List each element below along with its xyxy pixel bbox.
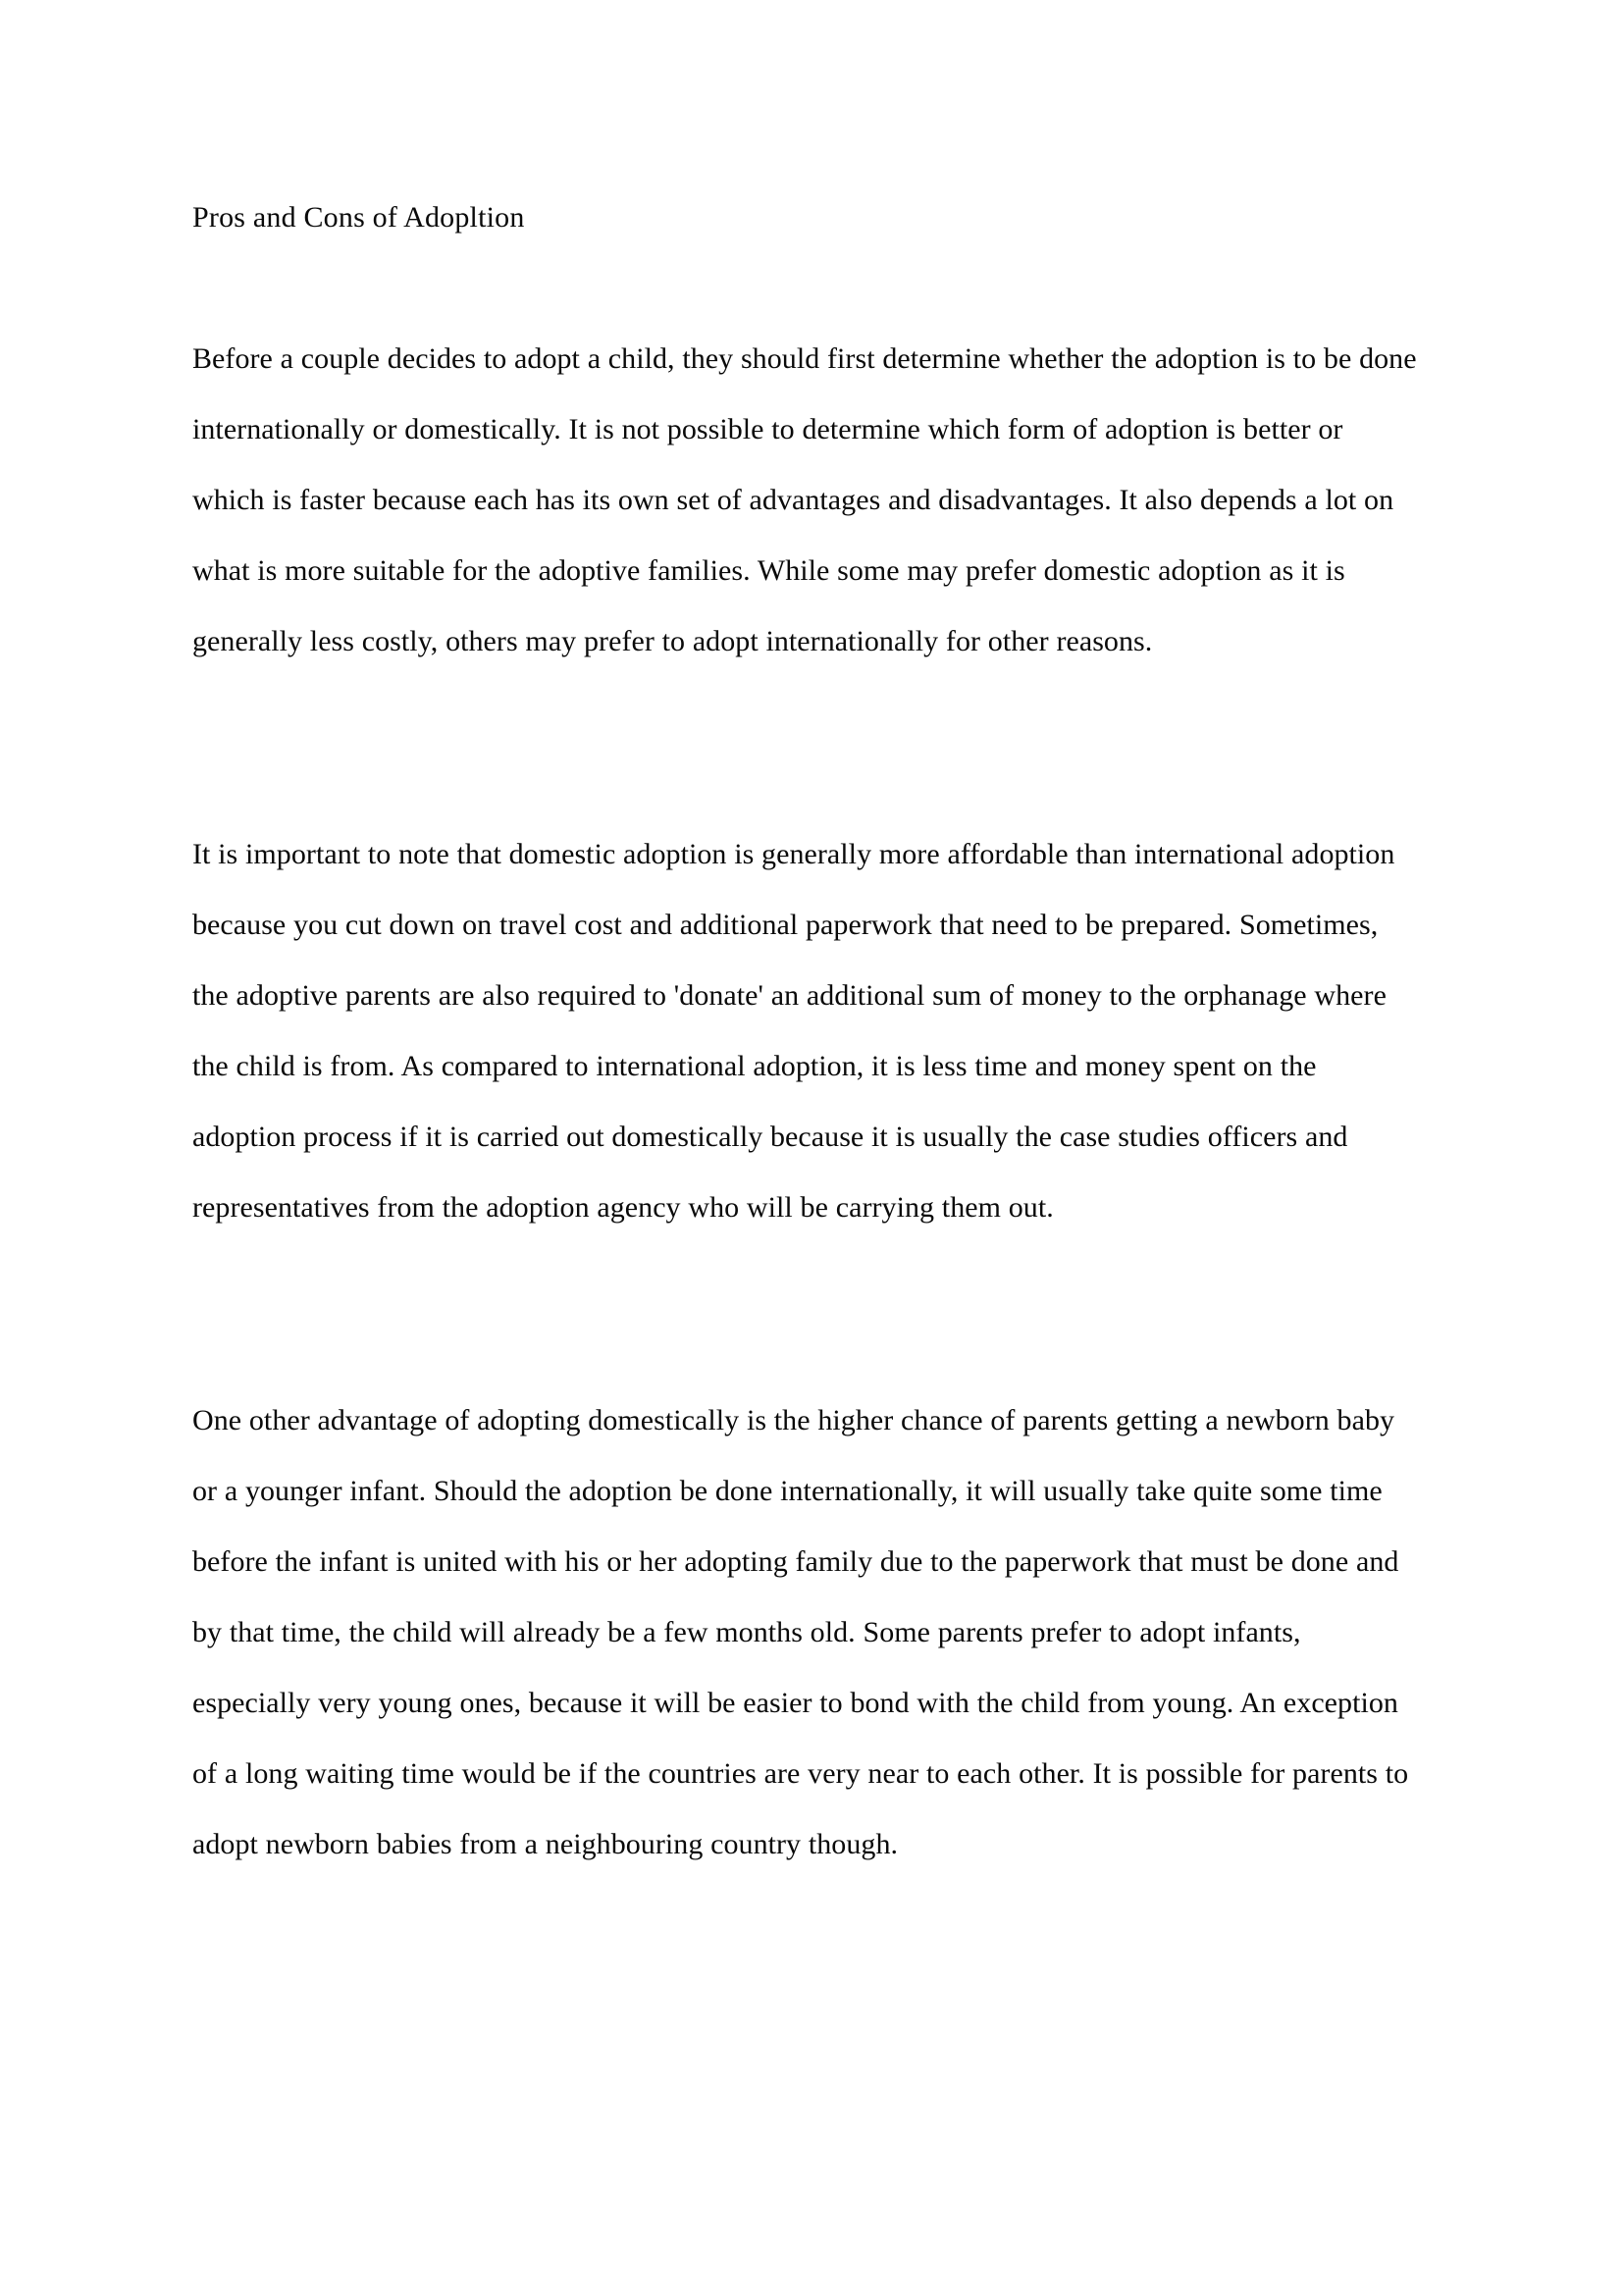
document-text-block: [192, 183, 1425, 1880]
paragraph-gap-2: [192, 1243, 1417, 1385]
body-paragraph-1: Before a couple decides to adopt a child, they should first determine whether the adoption is to be done internationally or domestically. It is not possible to determine which form of adoption is better or which is faster because each has its own set of advantages and disadvantages. It also depends a lot on what is more suitable for the adoptive families. While some may prefer domestic adoption as it is generally less costly, others may prefer to adopt internationally for other reasons.: [192, 342, 1425, 657]
body-paragraph-2: It is important to note that domestic adoption is generally more affordable than international adoption because you cut down on travel cost and additional paperwork that need to be prepared. Sometimes, the adoptive parents are also required to 'donate' an additional sum of money to the orphanage where the child is from. As compared to international adoption, it is less time and money spent on the adoption process if it is carried out domestically because it is usually the case studies officers and representatives from the adoption agency who will be carrying them out.: [192, 838, 1403, 1224]
title-spacer: [192, 253, 1417, 324]
body-paragraph-3: One other advantage of adopting domestically is the higher chance of parents getting a newborn baby or a younger infant. Should the adoption be done internationally, it will usually take quite some time before the infant is united with his or her adopting family due to the paperwork that must be done and by that time, the child will already be a few months old. Some parents prefer to adopt infants, especially very young ones, because it will be easier to bond with the child from young. An exception of a long waiting time would be if the countries are very near to each other. It is possible for parents to adopt newborn babies from a neighbouring country though.: [192, 1404, 1416, 1860]
document-title: Pros and Cons of Adopltion: [192, 201, 525, 234]
paragraph-gap-1: [192, 677, 1417, 819]
